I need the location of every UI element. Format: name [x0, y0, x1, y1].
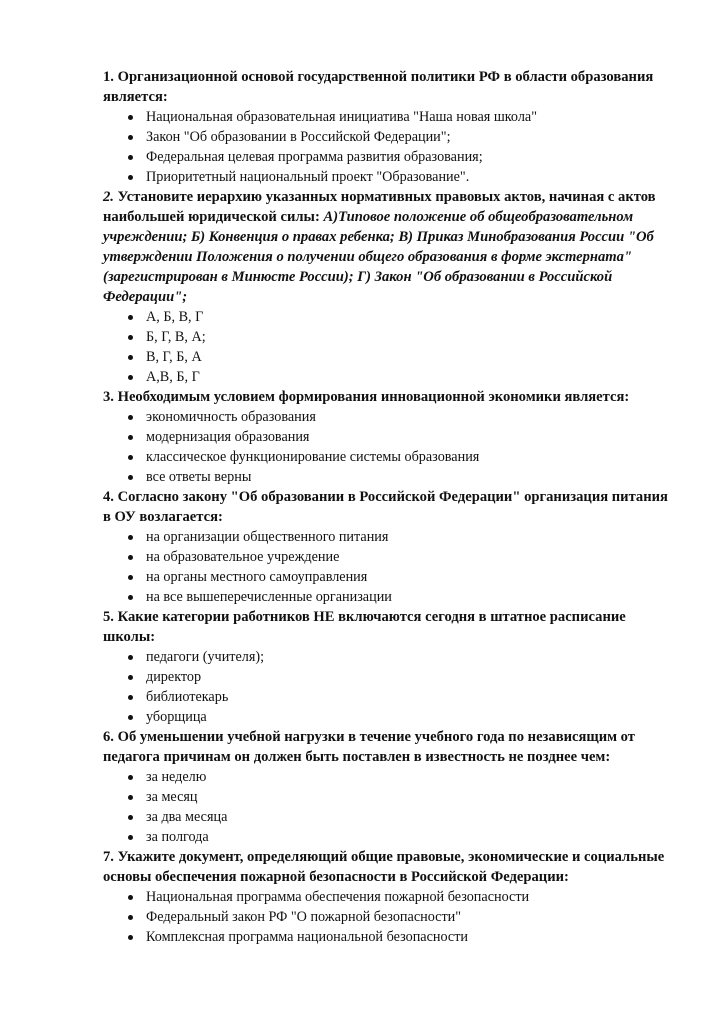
bullet-icon [128, 375, 133, 380]
options-list [103, 407, 673, 487]
bullet-icon [128, 155, 133, 160]
question-7 [103, 847, 673, 947]
options-list [103, 767, 673, 847]
question-title [103, 187, 673, 307]
bullet-icon [128, 175, 133, 180]
option-text: за месяц [146, 789, 198, 805]
option-item [103, 307, 673, 327]
bullet-icon [128, 835, 133, 840]
bullet-icon [128, 555, 133, 560]
option-item [103, 147, 673, 167]
option-item [103, 367, 673, 387]
option-text: за два месяца [146, 809, 228, 825]
question-title: 7. Укажите документ, определяющий общие правовые, экономические и социальные основы обеспечения пожарной безопасности в Российской Федерации: [103, 849, 665, 885]
option-item [103, 827, 673, 847]
option-text: на органы местного самоуправления [146, 569, 368, 585]
question-2 [103, 187, 673, 387]
option-text: директор [146, 669, 202, 685]
option-text: за неделю [146, 769, 207, 785]
bullet-icon [128, 675, 133, 680]
question-title-italic: А)Типовое положение об общеобразовательном учреждении; Б) Конвенция о правах ребенка; В) Приказ Минобразования России "Об утверждении Положения о получении общего образования в форме экстерната" (зарегистрирован в Минюсте России); Г) Закон "Об образовании в Российской Федерации"; [103, 209, 654, 305]
option-text: Комплексная программа национальной безопасности [146, 929, 469, 945]
option-item [103, 587, 673, 607]
option-text: все ответы верны [146, 469, 252, 485]
option-text: уборщица [146, 709, 207, 725]
bullet-icon [128, 815, 133, 820]
bullet-icon [128, 595, 133, 600]
option-text: за полгода [146, 829, 209, 845]
option-item [103, 887, 673, 907]
option-text: Национальная образовательная инициатива "Наша новая школа" [146, 109, 537, 125]
bullet-icon [128, 435, 133, 440]
option-text: Приоритетный национальный проект "Образование". [146, 169, 470, 185]
bullet-icon [128, 475, 133, 480]
document-page [103, 67, 673, 947]
option-text: библиотекарь [146, 689, 229, 705]
question-title: 1. Организационной основой государственной политики РФ в области образования является: [103, 69, 654, 105]
bullet-icon [128, 895, 133, 900]
option-item [103, 407, 673, 427]
option-text: В, Г, Б, А [146, 349, 202, 365]
bullet-icon [128, 795, 133, 800]
bullet-icon [128, 315, 133, 320]
option-item [103, 567, 673, 587]
options-list [103, 647, 673, 727]
question-title: 4. Согласно закону "Об образовании в Российской Федерации" организация питания в ОУ возлагается: [103, 489, 668, 525]
question-title: 6. Об уменьшении учебной нагрузки в течение учебного года по независящим от педагога причинам он должен быть поставлен в известность не позднее чем: [103, 729, 635, 765]
option-text: на все вышеперечисленные организации [146, 589, 392, 605]
option-item [103, 767, 673, 787]
question-1 [103, 67, 673, 187]
option-text: педагоги (учителя); [146, 649, 265, 665]
options-list [103, 107, 673, 187]
option-text: Федеральный закон РФ "О пожарной безопасности" [146, 909, 462, 925]
bullet-icon [128, 915, 133, 920]
option-text: на организации общественного питания [146, 529, 389, 545]
option-item [103, 447, 673, 467]
option-item [103, 787, 673, 807]
option-text: экономичность образования [146, 409, 316, 425]
question-3 [103, 387, 673, 487]
option-item [103, 427, 673, 447]
bullet-icon [128, 935, 133, 940]
bullet-icon [128, 715, 133, 720]
option-item [103, 807, 673, 827]
option-item [103, 467, 673, 487]
option-item [103, 927, 673, 947]
question-4 [103, 487, 673, 607]
bullet-icon [128, 455, 133, 460]
option-item [103, 107, 673, 127]
bullet-icon [128, 335, 133, 340]
bullet-icon [128, 115, 133, 120]
question-5 [103, 607, 673, 727]
options-list [103, 307, 673, 387]
question-title: 5. Какие категории работников НЕ включаются сегодня в штатное расписание школы: [103, 609, 626, 645]
option-text: А, Б, В, Г [146, 309, 204, 325]
option-item [103, 167, 673, 187]
option-text: на образовательное учреждение [146, 549, 340, 565]
option-text: А,В, Б, Г [146, 369, 200, 385]
bullet-icon [128, 655, 133, 660]
options-list [103, 887, 673, 947]
bullet-icon [128, 135, 133, 140]
question-title: 3. Необходимым условием формирования инновационной экономики является: [103, 389, 630, 405]
bullet-icon [128, 415, 133, 420]
option-text: модернизация образования [146, 429, 310, 445]
option-item [103, 687, 673, 707]
question-number: 2. [103, 189, 114, 205]
option-item [103, 127, 673, 147]
option-item [103, 647, 673, 667]
bullet-icon [128, 535, 133, 540]
option-item [103, 527, 673, 547]
option-item [103, 347, 673, 367]
option-item [103, 547, 673, 567]
options-list [103, 527, 673, 607]
option-item [103, 707, 673, 727]
bullet-icon [128, 695, 133, 700]
option-item [103, 667, 673, 687]
option-text: Федеральная целевая программа развития образования; [146, 149, 483, 165]
option-item [103, 907, 673, 927]
option-text: Б, Г, В, А; [146, 329, 206, 345]
bullet-icon [128, 355, 133, 360]
bullet-icon [128, 775, 133, 780]
bullet-icon [128, 575, 133, 580]
option-item [103, 327, 673, 347]
option-text: Национальная программа обеспечения пожарной безопасности [146, 889, 530, 905]
option-text: Закон "Об образовании в Российской Федерации"; [146, 129, 451, 145]
option-text: классическое функционирование системы образования [146, 449, 480, 465]
question-title-bold: Установите иерархию указанных нормативных правовых актов, начиная с актов наибольшей юридической силы: [103, 189, 656, 225]
question-6 [103, 727, 673, 847]
